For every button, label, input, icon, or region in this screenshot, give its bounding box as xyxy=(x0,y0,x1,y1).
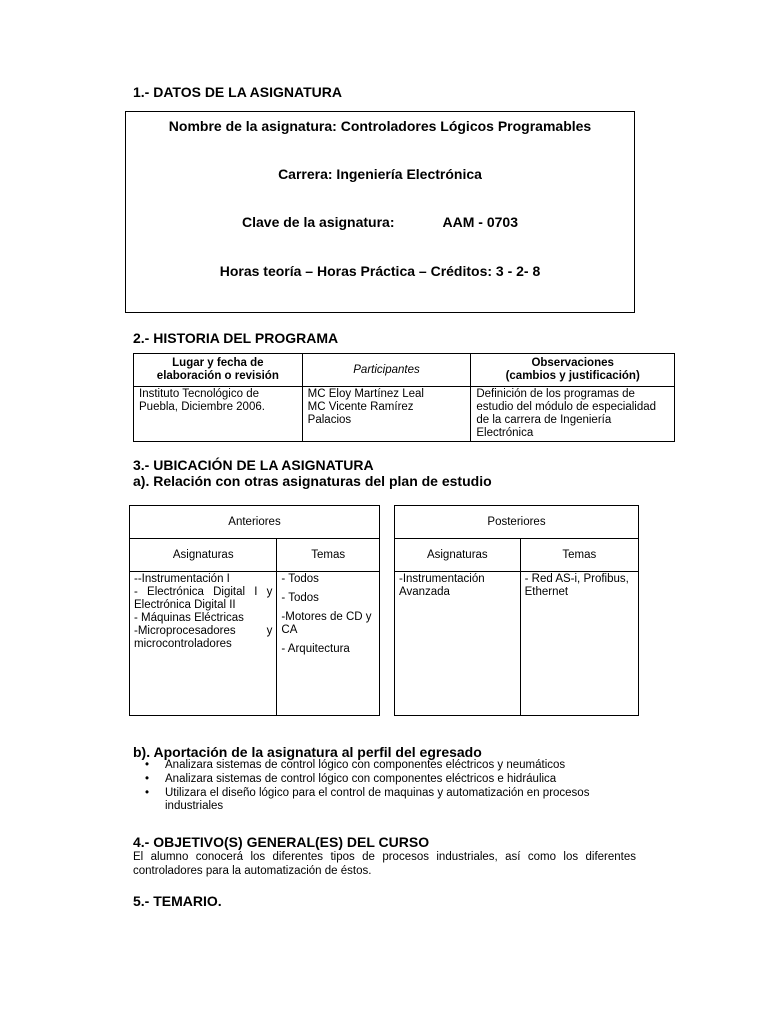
subject-key xyxy=(126,214,634,230)
later-title: Posteriores xyxy=(395,506,639,539)
list-item xyxy=(133,773,633,786)
list-item-text: Analizara sistemas de control lógico con componentes eléctricos e hidráulica xyxy=(165,773,557,785)
later-asignaturas-cell xyxy=(395,572,521,716)
contribution-list xyxy=(133,759,633,814)
prior-col-temas: Temas xyxy=(277,539,380,572)
cell-line: Palacios xyxy=(307,414,352,426)
list-item: -Motores de CD y xyxy=(281,611,372,623)
bullet-icon: • xyxy=(145,759,150,771)
cell-line: Instituto Tecnológico de xyxy=(139,388,259,400)
header-line: Observaciones xyxy=(531,357,614,369)
table-row xyxy=(134,387,675,442)
subject-name: Nombre de la asignatura: Controladores Lógicos Programables xyxy=(168,118,592,134)
history-header-lugar xyxy=(134,354,303,387)
hours-credits: Horas teoría – Horas Práctica – Créditos: 3 - 2- 8 xyxy=(219,263,541,279)
prior-title: Anteriores xyxy=(130,506,380,539)
history-header-observaciones xyxy=(471,354,675,387)
section3-subheading: a). Relación con otras asignaturas del plan de estudio xyxy=(133,473,492,489)
subject-key-value: AAM - 0703 xyxy=(442,214,518,230)
cell-line: MC Eloy Martínez Leal xyxy=(307,388,424,400)
cell-line: de la carrera de Ingeniería xyxy=(476,414,612,426)
prior-asignaturas-cell xyxy=(130,572,277,716)
section1-heading: 1.- DATOS DE LA ASIGNATURA xyxy=(133,84,342,100)
career: Carrera: Ingeniería Electrónica xyxy=(278,166,482,182)
list-item: --Instrumentación I xyxy=(134,573,230,585)
history-cell-lugar xyxy=(134,387,303,442)
list-item: Avanzada xyxy=(399,586,450,598)
list-item: -Instrumentación xyxy=(399,573,485,585)
list-item: - Electrónica Digital I y xyxy=(134,586,273,598)
list-item: - Arquitectura xyxy=(281,643,350,655)
cell-line: Definición de los programas de xyxy=(476,388,635,400)
bullet-icon: • xyxy=(145,787,150,799)
later-col-temas: Temas xyxy=(520,539,638,572)
list-item: CA xyxy=(281,624,298,636)
list-item xyxy=(133,787,633,813)
list-item: - Todos xyxy=(281,592,319,604)
list-item: microcontroladores xyxy=(134,638,232,650)
list-item: Ethernet xyxy=(524,586,569,598)
section3-heading: 3.- UBICACIÓN DE LA ASIGNATURA xyxy=(133,457,374,473)
history-table xyxy=(133,353,675,442)
list-item-text: Analizara sistemas de control lógico con componentes eléctricos y neumáticos xyxy=(165,759,566,771)
prior-col-asignaturas: Asignaturas xyxy=(130,539,277,572)
list-item: - Red AS-i, Profibus, xyxy=(524,573,629,585)
header-line: Lugar y fecha de xyxy=(172,357,264,369)
bullet-icon: • xyxy=(145,773,150,785)
prior-subjects-table xyxy=(129,505,380,716)
history-cell-observaciones xyxy=(471,387,675,442)
header-line: elaboración o revisión xyxy=(156,370,279,382)
section4-heading: 4.- OBJETIVO(S) GENERAL(ES) DEL CURSO xyxy=(133,834,430,850)
contribution-heading: b). Aportación de la asignatura al perfil del egresado xyxy=(133,744,482,760)
section5-heading: 5.- TEMARIO. xyxy=(133,893,222,909)
subject-data-box xyxy=(125,111,635,313)
prior-temas-cell xyxy=(277,572,380,716)
history-header-row xyxy=(134,354,675,387)
list-item-text: Utilizara el diseño lógico para el control de maquinas y automatización en procesos industriales xyxy=(165,787,590,812)
subject-key-label: Clave de la asignatura: xyxy=(242,214,395,230)
later-subjects-table xyxy=(394,505,639,716)
cell-line: MC Vicente Ramírez xyxy=(307,401,414,413)
later-temas-cell xyxy=(520,572,638,716)
section2-heading: 2.- HISTORIA DEL PROGRAMA xyxy=(133,330,339,346)
later-col-asignaturas: Asignaturas xyxy=(395,539,521,572)
cell-line: estudio del módulo de especialidad xyxy=(476,401,657,413)
header-line: (cambios y justificación) xyxy=(505,370,640,382)
history-cell-participantes xyxy=(302,387,471,442)
list-item: Electrónica Digital II xyxy=(134,599,236,611)
list-item xyxy=(133,759,633,772)
objective-text: El alumno conocerá los diferentes tipos de procesos industriales, así como los diferentes controladores para la automatización de éstos. xyxy=(133,851,636,877)
cell-line: Electrónica xyxy=(476,427,534,439)
list-item: - Todos xyxy=(281,573,319,585)
history-header-participantes: Participantes xyxy=(302,354,471,387)
list-item: -Microprocesadores y xyxy=(134,625,273,637)
cell-line: Puebla, Diciembre 2006. xyxy=(139,401,265,413)
list-item: - Máquinas Eléctricas xyxy=(134,612,244,624)
